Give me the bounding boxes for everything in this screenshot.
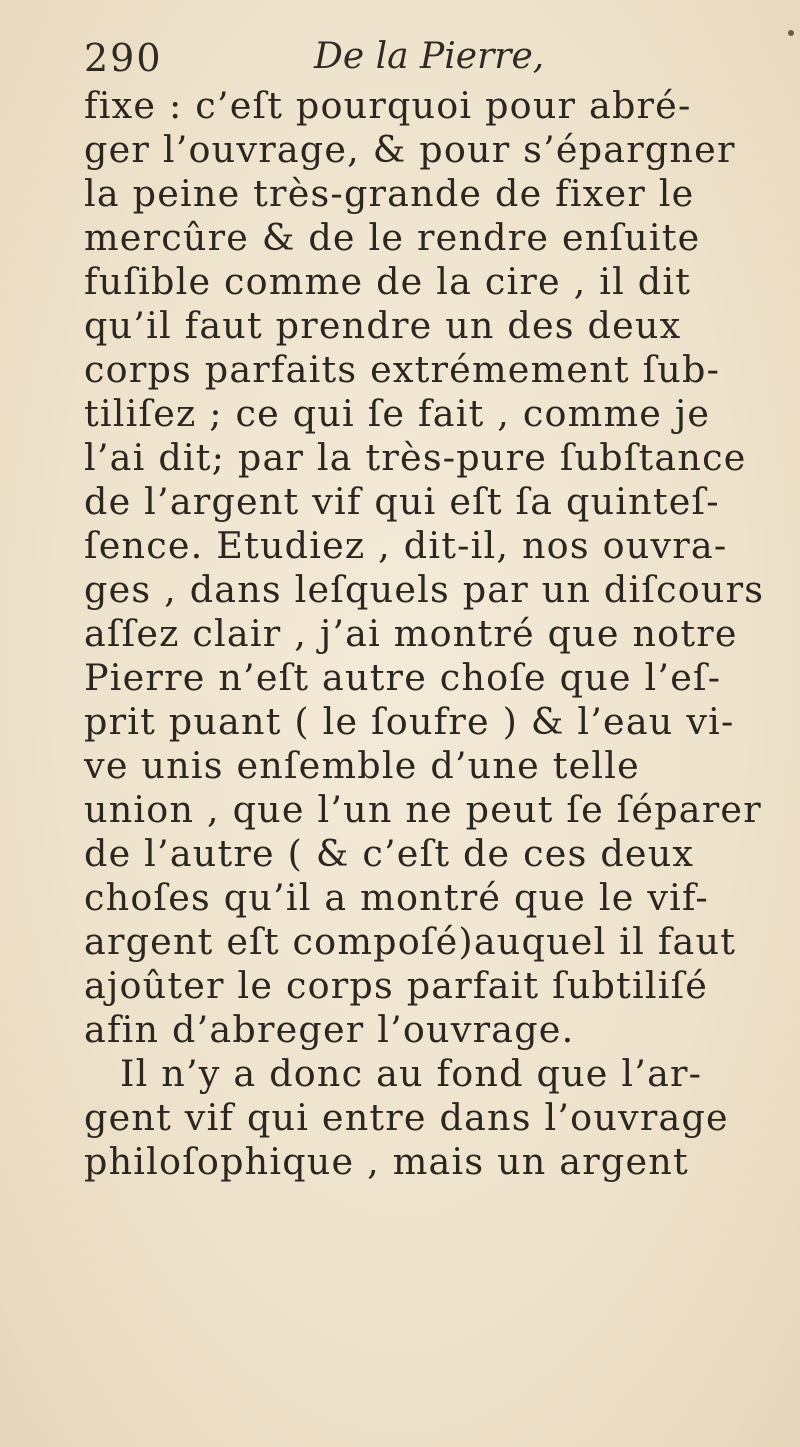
text-line: afin d’abreger l’ouvrage. — [84, 1008, 575, 1051]
text-line: corps parfaits extrémement ſub- — [84, 348, 721, 391]
page-number: 290 — [84, 36, 163, 80]
page-edge-mark — [788, 30, 794, 36]
text-line: philoſophique , mais un argent — [84, 1140, 689, 1183]
text-line: de l’argent vif qui eſt ſa quinteſ- — [84, 480, 720, 523]
text-line: ges , dans leſquels par un diſcours — [84, 568, 765, 611]
text-line: fuſible comme de la cire , il dit — [84, 260, 692, 303]
text-line: qu’il faut prendre un des deux — [84, 304, 682, 347]
text-line: l’ai dit; par la très-pure ſubſtance — [84, 436, 747, 479]
text-line: gent vif qui entre dans l’ouvrage — [84, 1096, 729, 1139]
text-line: ve unis enſemble d’une telle — [84, 744, 640, 787]
text-line: prit puant ( le ſoufre ) & l’eau vi- — [84, 700, 735, 743]
text-line: union , que l’un ne peut ſe ſéparer — [84, 788, 762, 831]
text-line: ger l’ouvrage, & pour s’épargner — [84, 128, 736, 171]
body-text — [84, 84, 765, 1184]
text-line: aſſez clair , j’ai montré que notre — [84, 612, 738, 655]
text-line: tiliſez ; ce qui ſe fait , comme je — [84, 392, 711, 435]
text-line: Il n’y a donc au fond que l’ar- — [120, 1052, 703, 1095]
text-line: de l’autre ( & c’eſt de ces deux — [84, 832, 695, 875]
running-head: De la Pierre, — [314, 36, 545, 77]
text-line: ajoûter le corps parfait ſubtiliſé — [84, 964, 709, 1007]
text-line: mercûre & de le rendre enſuite — [84, 216, 701, 259]
text-line: argent eſt compoſé)auquel il faut — [84, 920, 737, 963]
text-line: la peine très-grande de fixer le — [84, 172, 695, 215]
text-line: ſence. Etudiez , dit-il, nos ouvra- — [84, 524, 728, 567]
text-line: Pierre n’eſt autre choſe que l’eſ- — [84, 656, 722, 699]
text-line: choſes qu’il a montré que le vif- — [84, 876, 709, 919]
text-line: fixe : c’eſt pourquoi pour abré- — [84, 84, 692, 127]
